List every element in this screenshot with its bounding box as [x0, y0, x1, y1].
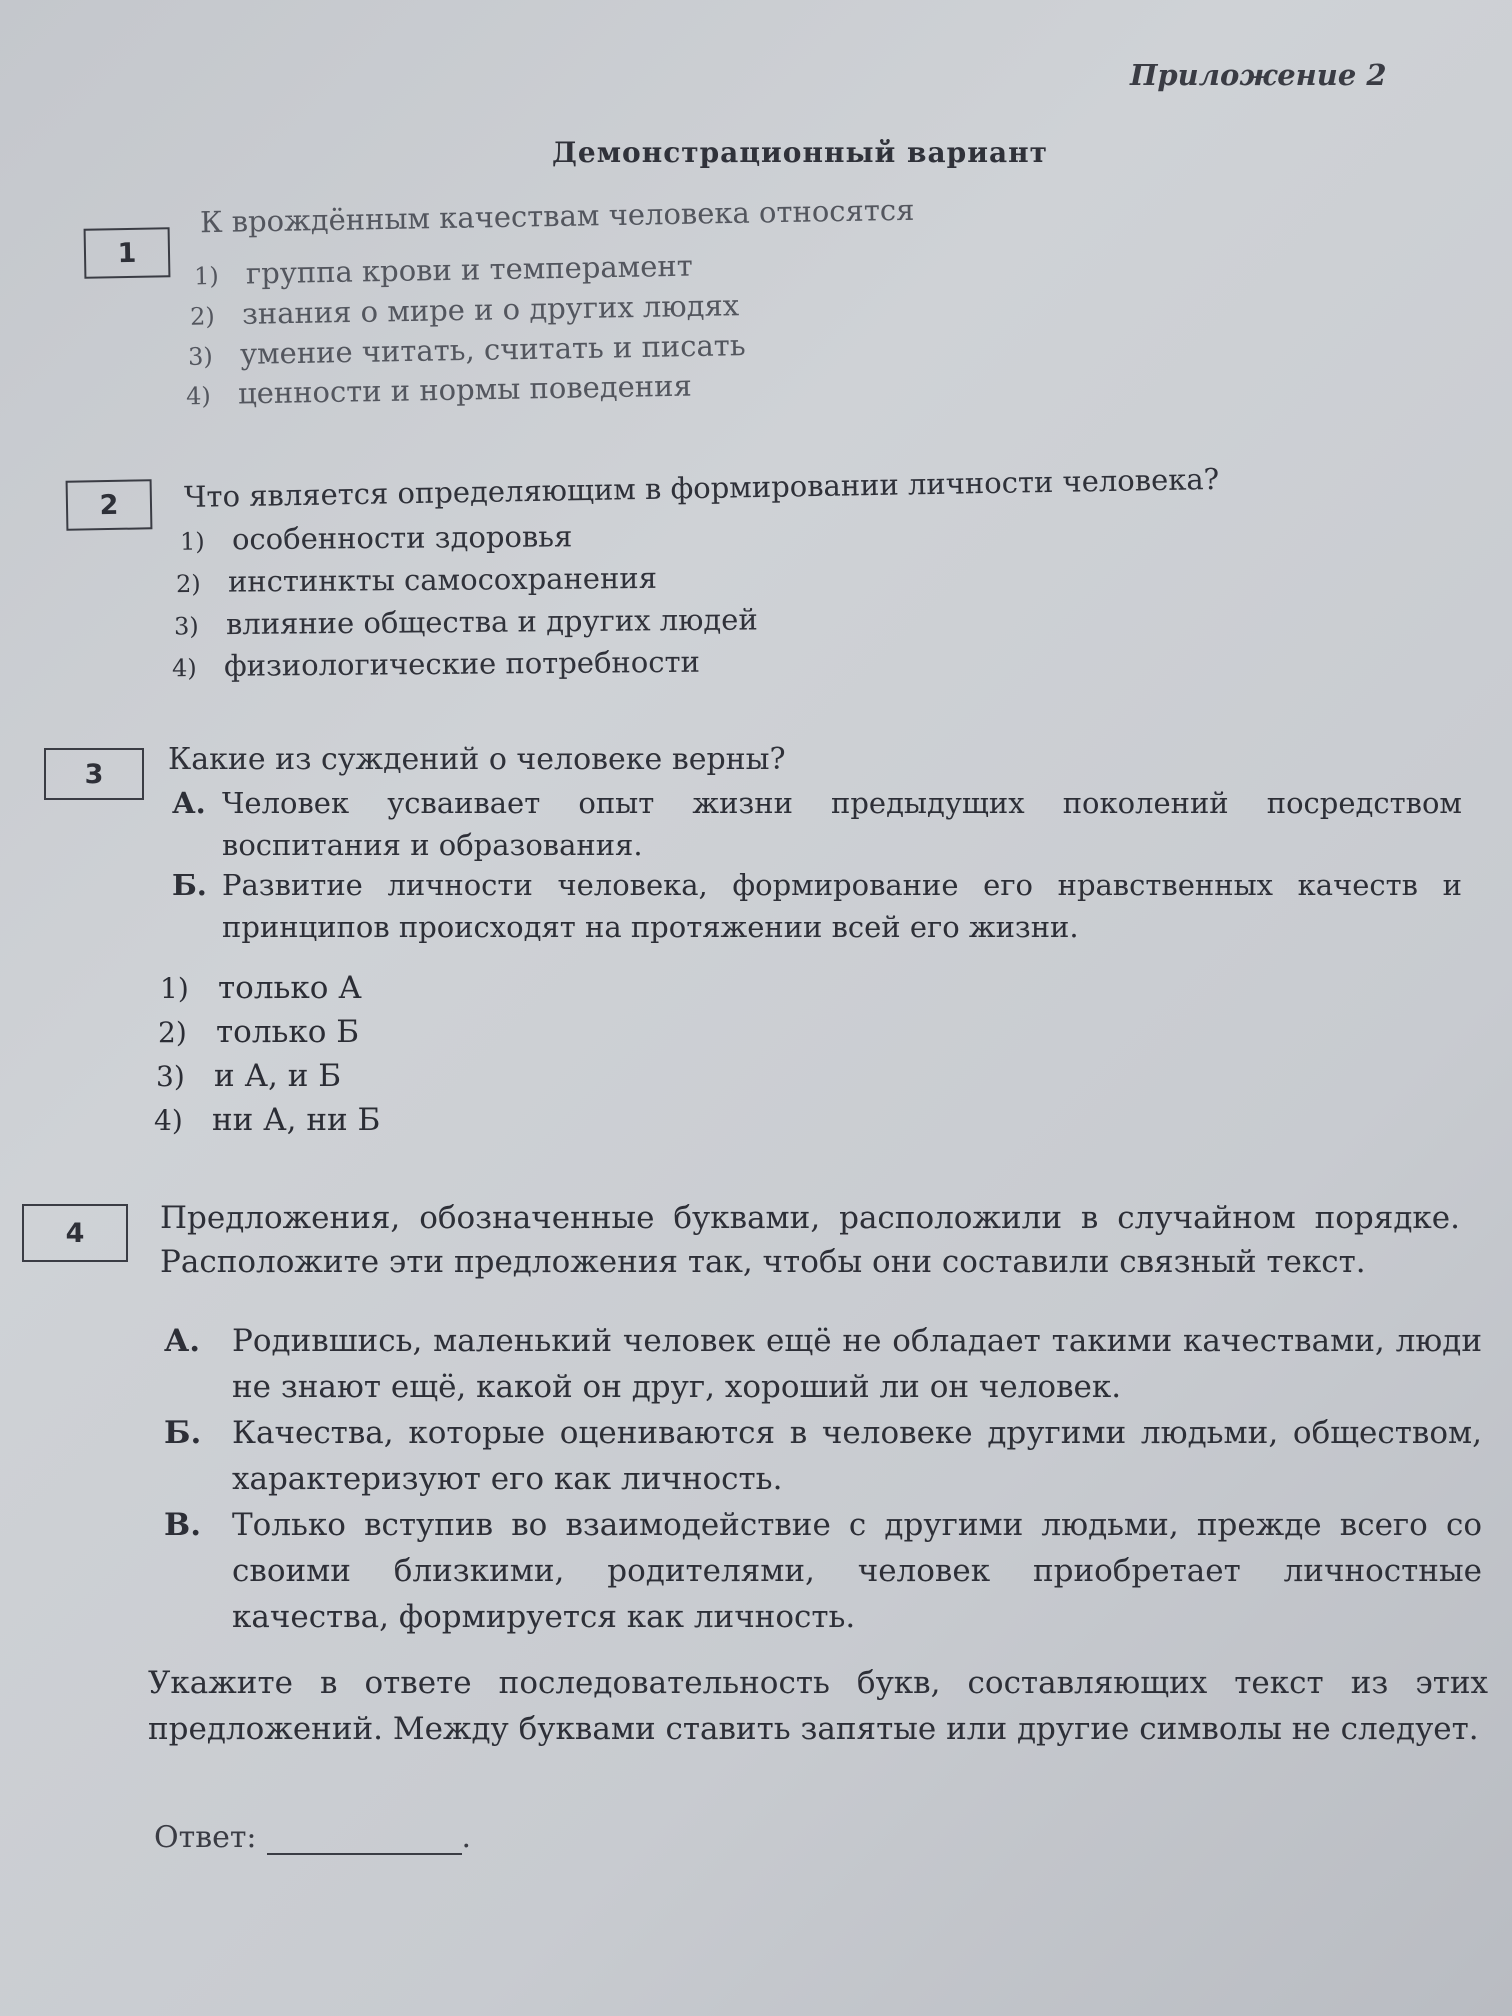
statement-letter: Б.: [172, 868, 207, 902]
question-text: К врождённым качествам человека относятся: [199, 192, 915, 240]
answer-option: 3) и А, и Б: [156, 1058, 341, 1094]
answer-option: 4) ни А, ни Б: [154, 1102, 381, 1138]
question-number-box: 4: [22, 1204, 128, 1262]
statement-text: Только вступив во взаимодействие с другими людьми, прежде всего со своими близкими, родителями, человек приобретает личностные качества, формируется как личность.: [232, 1507, 1482, 1635]
statement-c: [164, 1502, 1482, 1640]
answer-option: 2) знания о мире и о других людях: [189, 288, 740, 331]
document-title: Демонстрационный вариант: [552, 136, 1048, 169]
statement-text: Качества, которые оцениваются в человеке другими людьми, обществом, характеризуют его как личность.: [232, 1415, 1482, 1497]
question-text: Что является определяющим в формировании личности человека?: [183, 461, 1220, 515]
question-number-box: 2: [66, 479, 153, 530]
question-number-box: 1: [84, 227, 171, 278]
statement-b: [164, 1410, 1482, 1502]
answer-option: 4) ценности и нормы поведения: [185, 368, 693, 411]
answer-option: 1) только А: [160, 970, 362, 1006]
statement-letter: Б.: [164, 1415, 202, 1451]
statement-letter: А.: [164, 1323, 201, 1359]
answer-label: Ответ:: [154, 1820, 257, 1855]
answer-option: 3) влияние общества и других людей: [173, 602, 758, 642]
answer-instruction: Укажите в ответе последовательность букв, составляющих текст из этих предложений. Между буквами ставить запятые или другие символы не следует.: [148, 1665, 1488, 1747]
statement-text: Развитие личности человека, формирование его нравственных качеств и принципов происходят на протяжении всей его жизни.: [222, 868, 1462, 944]
question-number-box: 3: [44, 748, 144, 800]
answer-option: 3) умение читать, считать и писать: [187, 328, 746, 371]
appendix-label: Приложение 2: [1130, 58, 1387, 92]
statement-letter: А.: [172, 786, 206, 820]
answer-blank-line: [267, 1827, 462, 1855]
answer-option: 2) только Б: [158, 1014, 360, 1050]
answer-end-mark: .: [461, 1820, 472, 1855]
statement-text: Человек усваивает опыт жизни предыдущих поколений посредством воспитания и образования.: [222, 786, 1462, 862]
answer-option: 2) инстинкты самосохранения: [175, 560, 658, 599]
statement-letter: В.: [164, 1507, 201, 1543]
answer-field: [154, 1820, 471, 1855]
question-text: Предложения, обозначенные буквами, расположили в случайном порядке. Расположите эти предложения так, чтобы они составили связный текст.: [160, 1200, 1460, 1280]
question-text: Какие из суждений о человеке верны?: [168, 742, 786, 777]
statement-text: Родившись, маленький человек ещё не обладает такими качествами, люди не знают ещё, какой он друг, хороший ли он человек.: [232, 1323, 1482, 1405]
answer-option: 1) особенности здоровья: [179, 519, 573, 557]
statement-a: [164, 1318, 1482, 1410]
statement-b: [172, 864, 1462, 948]
answer-option: 4) физиологические потребности: [171, 644, 701, 683]
answer-option: 1) группа крови и темперамент: [193, 248, 694, 291]
statement-a: [172, 782, 1462, 866]
